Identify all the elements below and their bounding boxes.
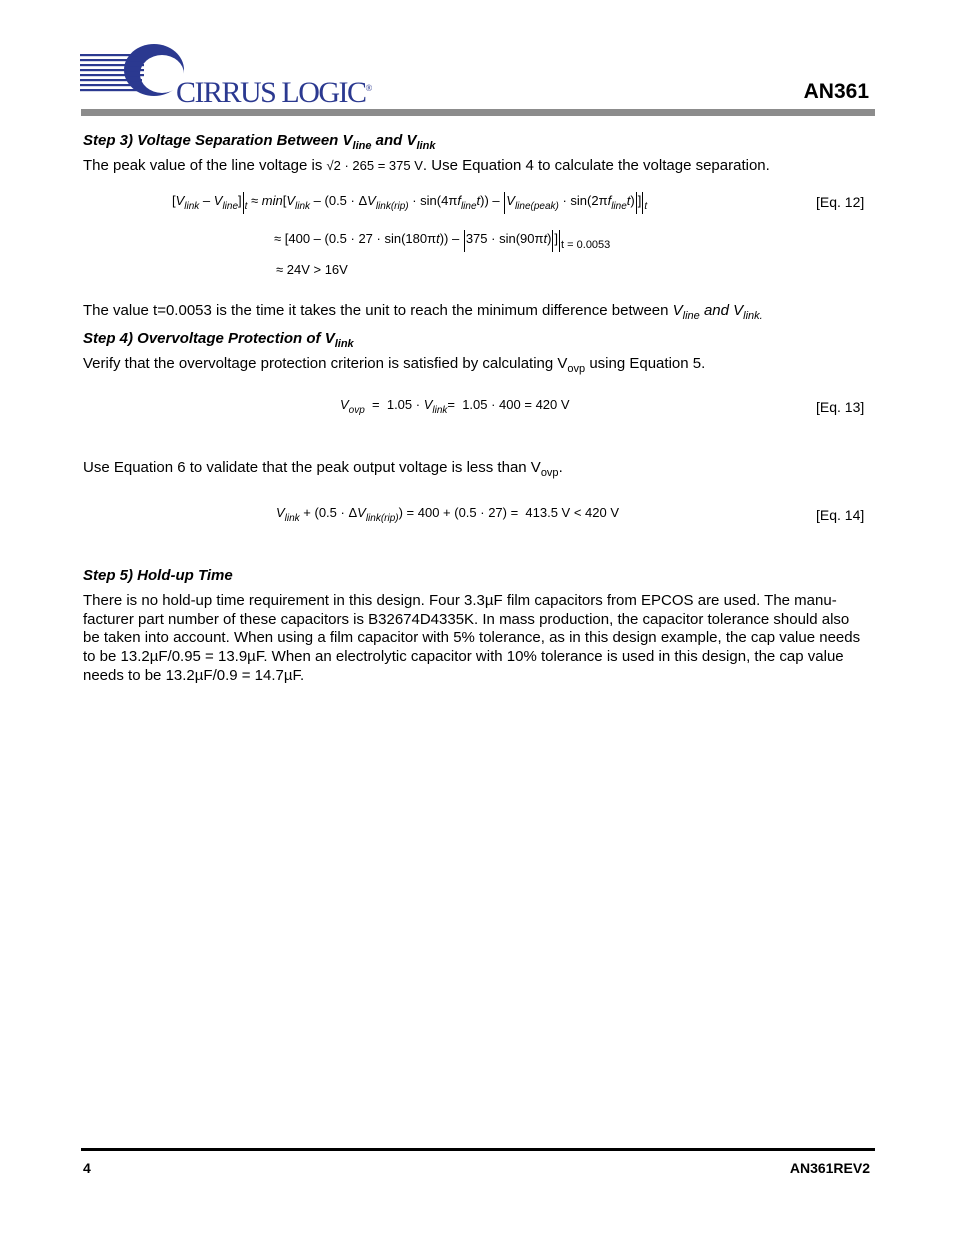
footer-rule [81,1148,875,1151]
paragraph-line: be taken into account. When using a film capacitor with 5% tolerance, as in this design example, the cap value needs [83,629,861,647]
step3-intro: The peak value of the line voltage is √2 · 265 = 375 V. Use Equation 4 to calculate the voltage separation. [83,157,770,174]
document-revision: AN361REV2 [789,1160,870,1176]
header-rule [81,109,875,116]
step4-heading: Step 4) Overvoltage Protection of $V_{link}$ [83,330,354,350]
page-number: 4 [83,1160,91,1176]
equation-12-label: [Eq. 12] [816,194,865,210]
equation-14-label: [Eq. 14] [816,507,865,523]
equation-13-label: [Eq. 13] [816,399,865,415]
equation-12-line-1: $[V_{link} - V_{line}] _t \approx \min[V_{link} - (0.5 \cdot \Delta V_{link(rip)} \cdot \sin(4\pi f_{line}t)) - V_{line(peak)} \cdot \sin(2\pi f_{line}t)$ ] $_t$ [172,193,648,212]
step4-text-2: Use Equation 6 to validate that the peak output voltage is less than $V_{ovp}$. [83,459,563,479]
equation-14: $V_{link} + (0.5 \cdot \Delta V_{link(rip)}) = 400 + (0.5 \cdot 27) = 413.5$ V < 420 V [276,505,620,524]
paragraph-line: facturer part number of these capacitors is B32674D4335K. In mass production, the capacitor tolerance should also [83,610,850,628]
equation-12-line-2: ≈ [400 – (0.5 · 27 · sin(180πt)) – 375 · sin(90πt) ] $_{t = 0.0053}$ [274,231,611,251]
equation-13: $V_{ovp} = 1.05 \cdot V_{link}= 1.05 \cdot 400 = 420$ V [340,397,570,416]
step5-paragraph [83,592,873,686]
cirrus-logic-logo [80,40,373,109]
step4-text: Verify that the overvoltage protection criterion is satisfied by calculating $V_{ovp}$ using Equation 5. [83,355,706,375]
paragraph-line: There is no hold-up time requirement in this design. Four 3.3µF film capacitors from EPCOS are used. The manu- [83,592,837,609]
document-id: AN361 [803,80,869,103]
paragraph-line: needs to be 13.2µF/0.9 = 14.7µF. [83,666,305,684]
paragraph-line: to be 13.2µF/0.95 = 13.9µF. When an electrolytic capacitor with 10% tolerance is used in this design, the cap value [83,648,844,666]
step5-heading: Step 5) Hold-up Time [83,567,233,584]
equation-12-line-3: ≈ 24V > 16V [276,262,348,277]
logo-wordmark: CIRRUS LOGIC® [176,76,373,109]
step3-note: The value t=0.0053 is the time it takes the unit to reach the minimum difference between $V_{line}$ and $V_{link.}$ [83,302,763,322]
step3-heading: Step 3) Voltage Separation Between $V_{line}$ and $V_{link}$ [83,132,436,152]
